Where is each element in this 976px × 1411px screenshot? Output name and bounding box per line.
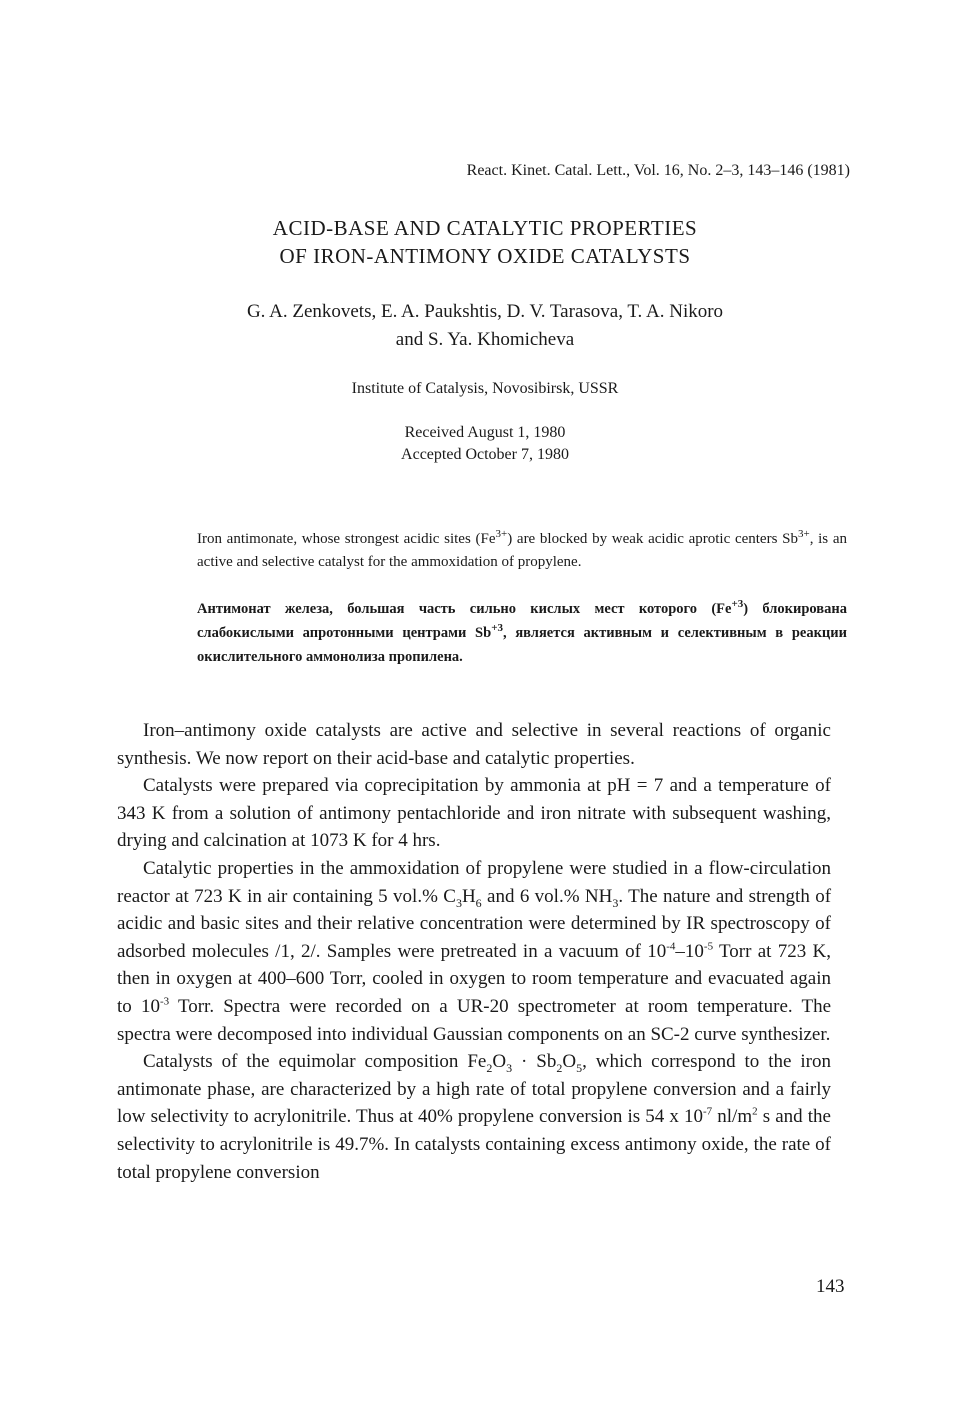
superscript: 3+ [495,528,508,540]
abstract-en-text: ) are blocked by weak acidic aprotic centers Sb [507,531,798,547]
authors-line-1: G. A. Zenkovets, E. A. Paukshtis, D. V. Tarasova, T. A. Nikoro [246,301,724,322]
superscript: -7 [703,1105,713,1118]
paragraph-2: Catalysts were prepared via coprecipitation by ammonia at pH = 7 and a temperature of 343 K from a solution of antimony pentachloride and iron nitrate with subsequent washing, drying and calcination at 1073 K for 4 hrs. [117,775,831,852]
abstract-ru-text: ) блокирована слабокислыми апротонными центрами Sb [197,601,847,641]
subscript: 3 [612,895,619,910]
paragraph-1: Iron–antimony oxide catalysts are active and selective in several reactions of organic synthesis. We now report on their acid-base and catalytic properties. [117,720,831,769]
superscript: -5 [703,940,714,953]
author-list [0,298,970,354]
accepted-date: Accepted October 7, 1980 [401,446,569,463]
title-line-2: OF IRON-ANTIMONY OXIDE CATALYSTS [279,244,691,268]
subscript: 2 [486,1060,493,1075]
abstract-english [197,528,847,574]
abstract-ru-text: , является активным и селективным в реакции окислительного аммонолиза пропилена. [197,625,848,665]
submission-dates [0,422,970,466]
received-date: Received August 1, 1980 [404,424,566,441]
title-line-1: ACID-BASE AND CATALYTIC PROPERTIES [272,216,698,240]
page-number: 143 [816,1276,845,1297]
affiliation: Institute of Catalysis, Novosibirsk, USSR [351,380,619,397]
superscript: +3 [491,622,503,635]
subscript: 3 [455,895,462,910]
authors-line-2: and S. Ya. Khomicheva [395,329,575,350]
subscript: 3 [506,1060,513,1075]
superscript: -4 [666,940,676,953]
superscript: 2 [752,1105,758,1118]
abstract-ru-text: Антимонат железа, большая часть сильно кислых мест которого (Fe [197,601,732,617]
superscript: 3+ [797,528,810,540]
superscript: +3 [731,598,744,611]
article-title [0,214,970,270]
abstract-en-text: Iron antimonate, whose strongest acidic sites (Fe [197,531,496,547]
paragraph-3: Catalytic properties in the ammoxidation of propylene were studied in a flow-circulation reactor at 723 K in air containing 5 vol.% $C_3H_6$ and 6 vol.% $NH_3$. The nature and strength of acidic and basic sites and their relative concentration were determined by IR spectroscopy of adsorbed molecules /1, 2/. Samples were pretreated in a vacuum of $10^{-4}-10^{-5}$ Torr at 723 K, then in oxygen at 400–600 Torr, cooled in oxygen to room temperature and evacuated again to $10^{-3}$ Torr. Spectra were recorded on a UR-20 spectrometer at room temperature. The spectra were decomposed into individual Gaussian components on an SC-2 curve synthesizer. [117,857,832,1045]
paragraph-4: Catalysts of the equimolar composition $Fe_2O_3 \cdot Sb_2O_5$, which correspond to the iron antimonate phase, are characterized by a high rate of total propylene conversion and a fairly low selectivity to acrylonitrile. Thus at 40% propylene conversion is 54 x $10^{-7}$ $nl/m^2$ s and the selectivity to acrylonitrile is 49.7%. In catalysts containing excess antimony oxide, the rate of total propylene conversion [117,1051,831,1183]
subscript: 6 [475,895,482,910]
abstract-russian [197,597,847,669]
subscript: 2 [556,1060,563,1075]
body-text [117,717,831,1186]
superscript: -3 [159,995,170,1008]
abstract-en-text: , is an active and selective catalyst for the ammoxidation of propylene. [197,531,847,570]
journal-citation: React. Kinet. Catal. Lett., Vol. 16, No. 2–3, 143–146 (1981) [466,162,850,179]
subscript: 5 [576,1060,583,1075]
